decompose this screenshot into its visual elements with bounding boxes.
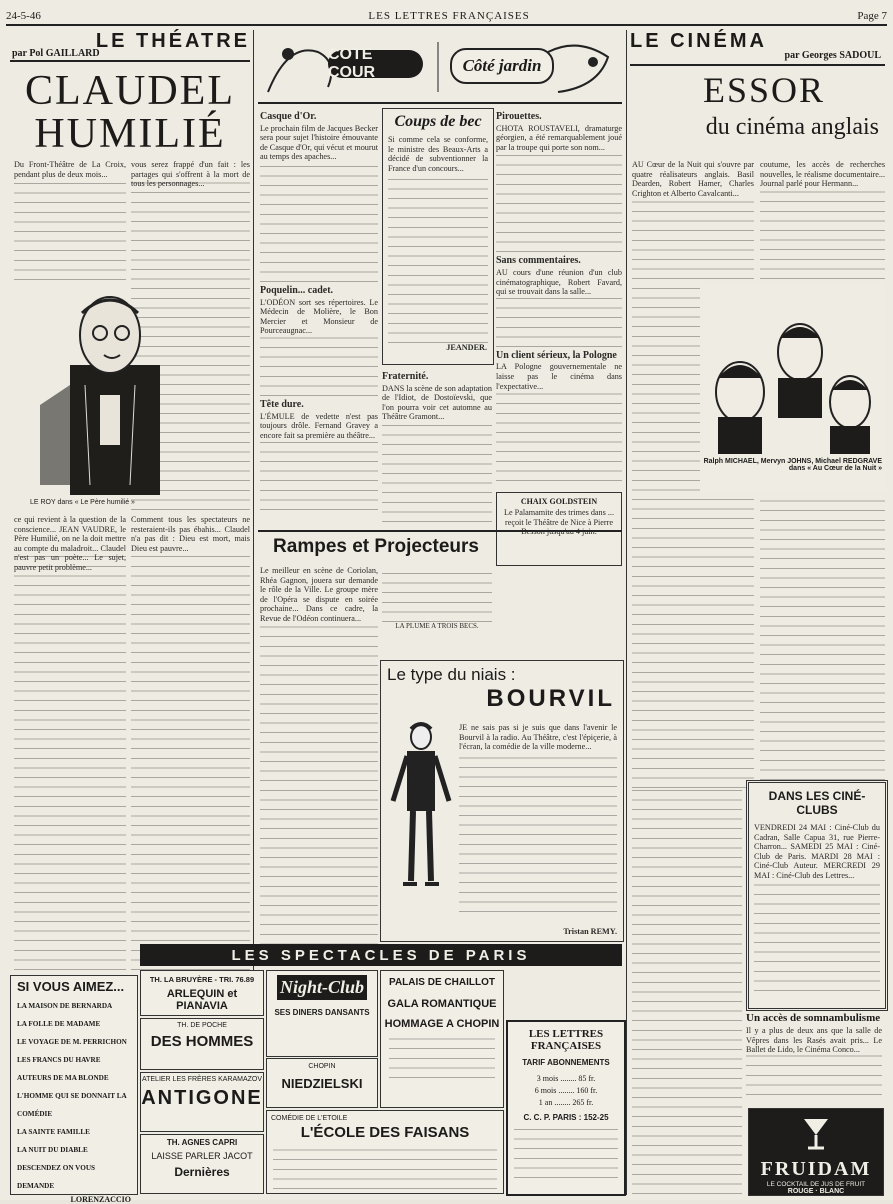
three-faces-drawing bbox=[700, 282, 886, 454]
cote-jardin-label: Côté jardin bbox=[450, 48, 554, 84]
ad-top: ATELIER LES FRÈRES KARAMAZOV bbox=[141, 1076, 263, 1083]
play-title: LA FOLLE DE MADAME bbox=[17, 1020, 101, 1028]
cote-column-1 bbox=[260, 108, 378, 528]
body-text-lines bbox=[260, 336, 378, 396]
ad-top: CHOPIN bbox=[308, 1063, 336, 1070]
item-text: L'ÉMULE de vedette n'est pas toujours drôle. Fernand Gravey a encore fait sa première au théâtre... bbox=[260, 411, 378, 440]
section-title: LE CINÉMA bbox=[630, 30, 767, 52]
body-text-lines bbox=[260, 624, 378, 954]
palais-de-chaillot-ad bbox=[380, 970, 504, 1108]
theatre-column-2-body bbox=[131, 515, 250, 970]
item-text: DANS la scène de son adaptation de l'Idiot, de Dostoïevski, que l'on pourra voir cet automne au Théâtre Gramont... bbox=[382, 383, 492, 422]
byline: par Georges SADOUL bbox=[784, 50, 881, 61]
ad-top: TH. DE POCHE bbox=[177, 1022, 227, 1029]
ad-main: DES HOMMES bbox=[150, 1033, 254, 1050]
play-title: L'HOMME QUI SE DONNAIT LA COMÉDIE bbox=[17, 1092, 127, 1118]
body-text-lines bbox=[496, 297, 622, 347]
ad-hommage: HOMMAGE A CHOPIN bbox=[384, 1018, 500, 1030]
rampes-title: Rampes et Projecteurs bbox=[273, 536, 479, 557]
notice-text: Le Palamamite des trimes dans ... reçoit le Théâtre de Nice à Pierre bbox=[503, 508, 615, 527]
item-heading: Pirouettes. bbox=[496, 111, 542, 122]
play-title: LA MAISON DE BERNARDA bbox=[17, 1002, 113, 1010]
fruidam-tagline: LE COCKTAIL DE JUS DE FRUIT bbox=[766, 1181, 866, 1188]
fraternite-article bbox=[382, 368, 492, 528]
play-title: DESCENDEZ ON VOUS DEMANDE bbox=[17, 1164, 96, 1190]
theatre-de-poche-ad bbox=[140, 1018, 264, 1070]
cinema-headline bbox=[630, 70, 885, 160]
chopin-ad bbox=[266, 1058, 378, 1108]
claudel-portrait-illustration bbox=[30, 285, 170, 510]
fruidam-flavours: ROUGE · BLANC bbox=[787, 1188, 845, 1195]
ad-text-lines bbox=[514, 1128, 618, 1178]
subscription-subtitle: TARIF ABONNEMENTS bbox=[522, 1058, 610, 1067]
coups-de-bec-signature: JEANDER. bbox=[446, 343, 487, 353]
body-text-lines bbox=[746, 1055, 882, 1095]
ad-sub: SES DINERS DANSANTS bbox=[274, 1008, 370, 1017]
item-heading: Casque d'Or. bbox=[260, 111, 317, 122]
cote-column-3 bbox=[496, 108, 622, 488]
ad-top: TH. AGNES CAPRI bbox=[166, 1138, 238, 1147]
cine-clubs-title: DANS LES CINÉ-CLUBS bbox=[768, 789, 866, 817]
ad-title: PALAIS DE CHAILLOT bbox=[389, 977, 495, 988]
rampes-header bbox=[258, 536, 494, 564]
play-title: LE VOYAGE DE M. PERRICHON bbox=[17, 1038, 127, 1046]
item-text: AU cours d'une réunion d'un club cinématographique, Robert Favard, qui se trouvait dans la salle... bbox=[496, 267, 622, 297]
item-text: CHOTA ROUSTAVELI, dramaturge géorgien, a été remarquablement joué par la troupe qui porte son nom... bbox=[496, 123, 622, 152]
subscription-box bbox=[506, 1020, 626, 1196]
ad-main: ANTIGONE bbox=[141, 1087, 263, 1109]
body-text-lines bbox=[382, 422, 492, 522]
cine-clubs-box bbox=[746, 780, 888, 1011]
play-list bbox=[11, 997, 137, 1195]
ad-main: L'ÉCOLE DES FAISANS bbox=[300, 1124, 470, 1141]
film-still-caption: Ralph MICHAEL, Mervyn JOHNS, Michael REDGRAVE dans « Au Cœur de la Nuit » bbox=[703, 458, 882, 472]
ad-top: COMÉDIE DE L'ETOILE bbox=[271, 1115, 348, 1122]
ad-footer: LORENZACCIO bbox=[70, 1195, 131, 1204]
bourvil-text: JE ne sais pas si je suis que dans l'avenir le Bourvil à la radio. Au Théâtre, c'est l'épiçerie, à l'écran, la comédie de la ville moderne... bbox=[459, 723, 617, 752]
cinema-section-head bbox=[630, 30, 885, 66]
ad-top: TH. LA BRUYÈRE - TRI. 76.89 bbox=[149, 975, 255, 984]
atelier-ad bbox=[140, 1072, 264, 1132]
item-text: L'ODÉON sort ses répertoires. Le Médecin de Molière, le Bon Mercier et Monsieur de Pourceaugnac... bbox=[260, 297, 378, 336]
rampes-column-2 bbox=[382, 566, 492, 636]
bourvil-name: BOURVIL bbox=[486, 685, 615, 712]
play-title: AUTEURS DE MA BLONDE bbox=[17, 1074, 109, 1082]
body-text-lines bbox=[459, 752, 617, 912]
byline: par Pol GAILLARD bbox=[12, 48, 100, 59]
cine-clubs-text: VENDREDI 24 MAI : Ciné-Club du Cadran, Salle Capua 31, rue Pierre-Charron... SAMEDI 25 MAI : Ciné-Club de Paris. MARDI 28 MAI : Ciné-Club Auteur. MERCREDI 29 MAI : Ciné-Club des Lettres... bbox=[754, 823, 880, 880]
headline-line-1: ESSOR bbox=[702, 70, 825, 110]
lead-paragraph: vous serez frappé d'un fait : les partages qui s'offrent à la mort de tous les personnages... bbox=[131, 160, 250, 189]
theatre-section-head bbox=[10, 30, 250, 62]
cinema-lead: AU Cœur de la Nuit qui s'ouvre par quatre réalisateurs anglais. Basil Dearden, Robert Hamer, Charles Crighton et Alberto Cavalcanti... bbox=[632, 160, 754, 198]
body-text-lines bbox=[260, 162, 378, 282]
body-text-lines bbox=[260, 440, 378, 510]
bourvil-kicker: Le type du niais : bbox=[387, 665, 516, 684]
banner-illustration bbox=[258, 32, 622, 100]
la-bruyere-ad bbox=[140, 970, 264, 1016]
ad-text-lines bbox=[389, 1038, 495, 1078]
ad-main: ARLEQUIN et PIANAVIA bbox=[166, 988, 238, 1012]
ad-gala: GALA ROMANTIQUE bbox=[387, 998, 497, 1010]
page-header bbox=[6, 0, 887, 26]
theatre-column-1-body bbox=[14, 515, 126, 970]
body-text-lines bbox=[14, 555, 126, 970]
agnes-capri-ad bbox=[140, 1134, 264, 1194]
item-heading: Poquelin... cadet. bbox=[260, 284, 334, 296]
ad-title: SI VOUS AIMEZ... bbox=[17, 979, 125, 994]
subscription-ccp: C. C. P. PARIS : 152-25 bbox=[523, 1113, 609, 1122]
headline-line-2: HUMILIÉ bbox=[34, 111, 226, 157]
item-heading: Sans commentaires. bbox=[496, 255, 581, 267]
cote-cour-label: COTÉ COUR bbox=[328, 50, 423, 78]
cinema-text: coutume, les accès de recherches nouvelles, le réalisme documentaire... Journal parlé pour Hermann... bbox=[760, 160, 885, 189]
masthead: LES LETTRES FRANÇAISES bbox=[368, 10, 530, 22]
item-text: LA Pologne gouvernementale ne laisse pas le cinéma dans l'expectative... bbox=[496, 362, 622, 391]
cote-cour-banner bbox=[258, 32, 622, 104]
item-heading: Fraternité. bbox=[382, 371, 429, 382]
headline-line-2: du cinéma anglais bbox=[705, 114, 879, 140]
item-heading: Tête dure. bbox=[260, 398, 304, 410]
subscription-title: LES LETTRES FRANÇAISES bbox=[528, 1028, 604, 1052]
item-heading: Un client sérieux, la Pologne bbox=[496, 349, 617, 361]
body-text-lines bbox=[632, 784, 742, 1194]
body-paragraph: ce qui revient à la question de la conscience... JEAN VAUDRE, le Père Humilié, on ne la doit mettre au compte du maladroit... Claudel n'est pas un poète... Le sujet, pauvre petit problème... bbox=[14, 515, 126, 572]
column-rule bbox=[253, 30, 254, 970]
page-number: Page 7 bbox=[857, 10, 887, 22]
somnambulisme-article bbox=[746, 1010, 882, 1110]
ad-text-lines bbox=[273, 1147, 497, 1189]
issue-date: 24-5-46 bbox=[6, 10, 41, 22]
fruidam-brand: FRUIDAM bbox=[760, 1158, 872, 1180]
theatre-column-1 bbox=[14, 160, 126, 280]
body-text-lines bbox=[760, 495, 885, 780]
rampes-footer: LA PLUME A TROIS BECS. bbox=[395, 622, 479, 630]
subscription-rate-row: 6 mois ........ 160 fr. bbox=[534, 1086, 598, 1095]
article-title: Un accès de somnambulisme bbox=[746, 1012, 881, 1024]
play-title: LA SAINTE FAMILLE bbox=[17, 1128, 90, 1136]
body-text-lines bbox=[496, 391, 622, 481]
coups-de-bec-text: Si comme cela se conforme, le ministre des Beaux-Arts a décidé de subventionner la France d'un concours... bbox=[388, 135, 488, 173]
si-vous-aimez-box bbox=[10, 975, 138, 1204]
spectacles-banner: LES SPECTACLES DE PARIS bbox=[140, 944, 622, 966]
portrait-caption: LE ROY dans « Le Père humilié » bbox=[30, 499, 135, 506]
body-text-lines bbox=[382, 566, 492, 622]
body-text-lines bbox=[754, 881, 880, 991]
rampes-column-1 bbox=[260, 566, 378, 936]
divider bbox=[258, 530, 622, 532]
body-text-lines bbox=[14, 182, 126, 280]
theatre-headline bbox=[10, 70, 250, 160]
bourvil-figure-illustration bbox=[387, 721, 455, 891]
ad-main: NIEDZIELSKI bbox=[281, 1076, 363, 1091]
subscription-rates bbox=[508, 1073, 624, 1109]
play-title: LES FRANCS DU HAVRE bbox=[17, 1056, 101, 1064]
coups-de-bec-box bbox=[382, 108, 494, 365]
body-text-lines bbox=[760, 189, 885, 279]
chaix-goldstein-notice bbox=[496, 492, 622, 566]
night-club-ad bbox=[266, 970, 378, 1057]
ecole-des-faisans-ad bbox=[266, 1110, 504, 1194]
ad-main: LAISSE PARLER JACOT bbox=[151, 1151, 253, 1161]
lead-paragraph: Du Front-Théâtre de La Croix, pendant plus de deux mois... bbox=[14, 160, 126, 179]
body-paragraph: Comment tous les spectateurs ne resteraient-ils pas ébahis... Claudel n'a pas dit : Dieu est mort, mais Dieu est pauvre... bbox=[131, 515, 250, 553]
fruidam-ad bbox=[748, 1108, 884, 1196]
cocktail-glass-icon bbox=[796, 1113, 836, 1153]
headline-line-1: CLAUDEL bbox=[25, 68, 235, 114]
ad-title: Night-Club bbox=[277, 975, 367, 1000]
cinema-column-2-body bbox=[760, 495, 885, 780]
body-text-lines bbox=[496, 152, 622, 252]
portrait-drawing bbox=[30, 285, 170, 495]
item-text: Le prochain film de Jacques Becker sera pour sujet l'histoire émouvante de Casque d'Or, qui vécut et mourut au temps des apaches... bbox=[260, 123, 378, 162]
article-text: Il y a plus de deux ans que la salle de Vêpres dans les Rasés avait pris... Le Ballet de Lido, le Cinéma Conco... bbox=[746, 1026, 882, 1055]
subscription-rate-row: 1 an ........ 265 fr. bbox=[538, 1098, 594, 1107]
bourvil-article bbox=[380, 660, 624, 942]
body-text-lines bbox=[388, 173, 488, 343]
notice-title: CHAIX GOLDSTEIN bbox=[520, 497, 598, 506]
bourvil-text-column bbox=[459, 723, 617, 923]
subscription-rate-row: 3 mois ........ 85 fr. bbox=[536, 1074, 596, 1083]
cinema-column-1-bottom bbox=[632, 784, 742, 1194]
cinema-column-2-top bbox=[760, 160, 885, 280]
film-still-illustration bbox=[700, 282, 886, 492]
ad-bottom: Dernières bbox=[174, 1165, 230, 1179]
rampes-text: Le meilleur en scène de Coriolan, Rhéa Gagnon, jouera sur demande le rôle de la Ville. Le groupe mère de l'Opéra se dispute en soirée prochaine... Dans ce cadre, la Revue de l'Odéon continuera... bbox=[260, 566, 378, 623]
body-text-lines bbox=[131, 555, 250, 970]
bourvil-signature: Tristan REMY. bbox=[563, 927, 617, 937]
section-title: LE THÉATRE bbox=[95, 30, 250, 52]
play-title: LA NUIT DU DIABLE bbox=[17, 1146, 88, 1154]
column-rule bbox=[626, 30, 627, 1195]
coups-de-bec-title: Coups de bec bbox=[394, 113, 482, 130]
